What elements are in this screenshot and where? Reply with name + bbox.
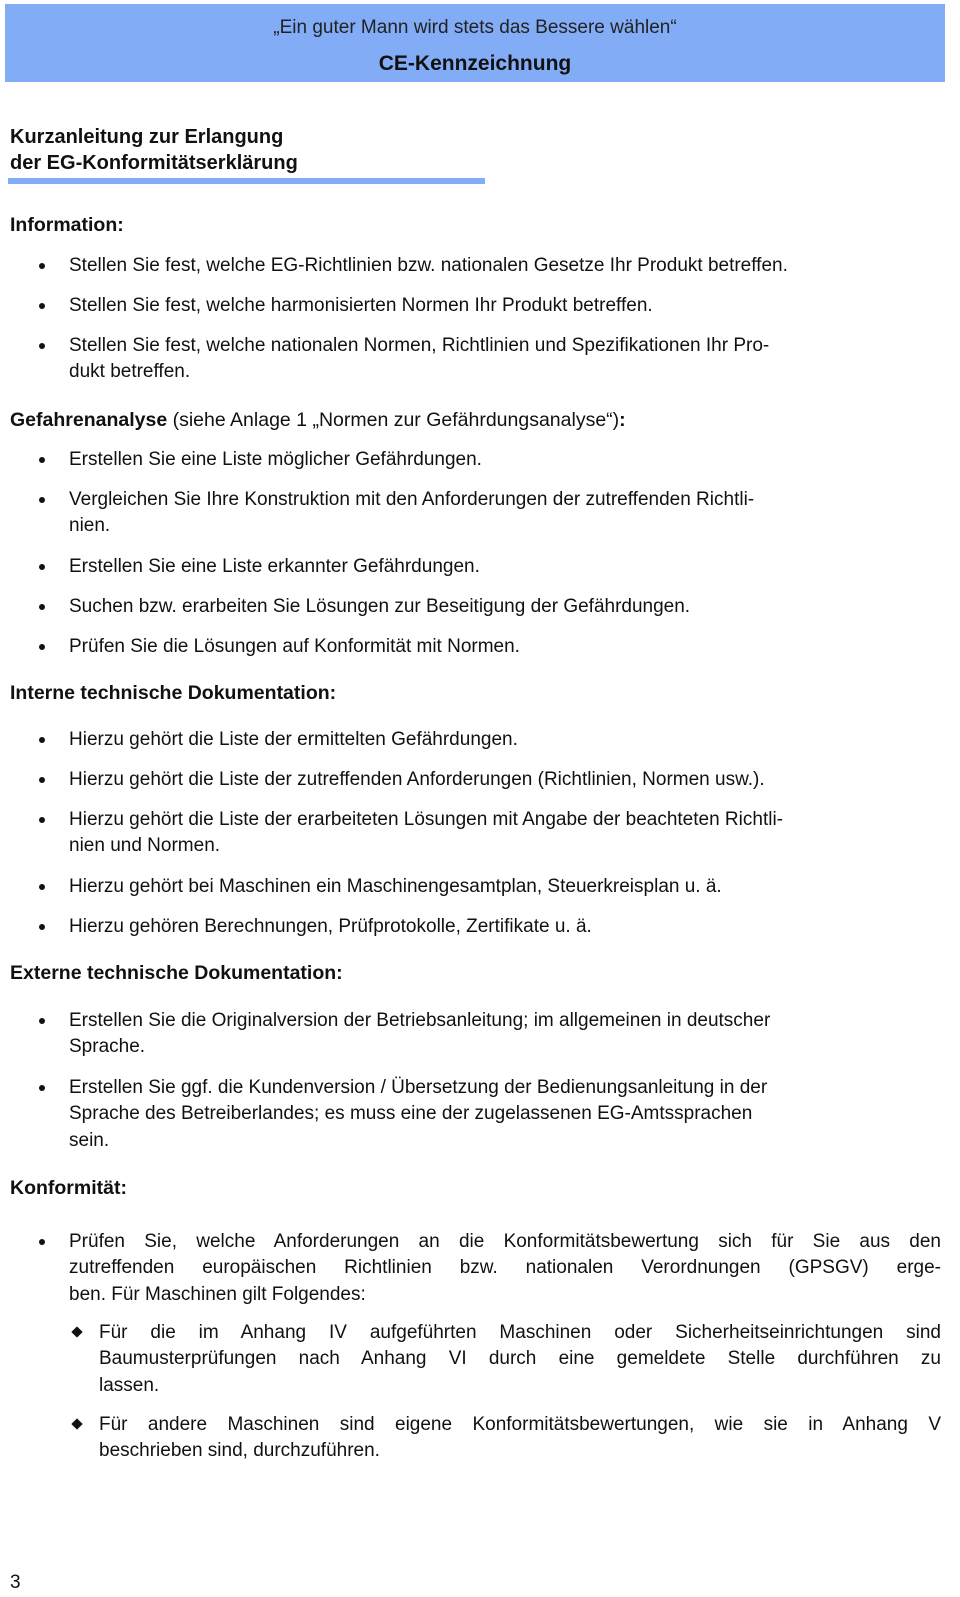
list-item-line: ben. Für Maschinen gilt Folgendes: bbox=[69, 1283, 366, 1305]
list-item-line: Sprache des Betreiberlandes; es muss eine der zugelassenen EG-Amtssprachen bbox=[69, 1103, 753, 1125]
list-item bbox=[69, 594, 941, 620]
section-heading-text: Interne technische Dokumentation: bbox=[10, 682, 337, 704]
list-item bbox=[69, 1008, 941, 1061]
section-heading-text: Information: bbox=[10, 214, 124, 236]
list-item-line: Vergleichen Sie Ihre Konstruktion mit den Anforderungen der zutreffenden Richtli- bbox=[69, 489, 755, 510]
list-item bbox=[69, 1229, 941, 1308]
list-item bbox=[69, 634, 941, 660]
section-heading-colon: : bbox=[619, 409, 626, 431]
bullet-icon bbox=[39, 604, 45, 610]
bullet-icon bbox=[39, 457, 45, 463]
diamond-bullet-icon bbox=[71, 1418, 82, 1429]
bullet-icon bbox=[39, 1018, 45, 1024]
list-item-line: sein. bbox=[69, 1129, 110, 1151]
bullet-icon bbox=[39, 817, 45, 823]
list-item-line: Sprache. bbox=[69, 1036, 146, 1058]
diamond-bullet-icon bbox=[71, 1326, 82, 1337]
list-item bbox=[69, 914, 941, 940]
list-item-line: Für die im Anhang IV aufgeführten Maschinen oder Sicherheitseinrichtungen sind bbox=[99, 1322, 941, 1343]
list-item bbox=[99, 1320, 941, 1399]
section-heading bbox=[10, 407, 626, 433]
list-item-line: Für andere Maschinen sind eigene Konformitätsbewertungen, wie sie in Anhang V bbox=[99, 1414, 941, 1435]
section-heading-note: (siehe Anlage 1 „Normen zur Gefährdungsanalyse“) bbox=[172, 409, 620, 431]
list-item-line: beschrieben sind, durchzuführen. bbox=[99, 1440, 380, 1462]
bullet-icon bbox=[39, 303, 45, 309]
header-quote: „Ein guter Mann wird stets das Bessere wählen“ bbox=[273, 17, 677, 38]
page-number: 3 bbox=[10, 1572, 21, 1593]
section-heading bbox=[10, 1175, 127, 1201]
list-item-line: Hierzu gehört die Liste der erarbeiteten Lösungen mit Angabe der beachteten Richtli- bbox=[69, 809, 783, 830]
list-item-line: Erstellen Sie eine Liste erkannter Gefährdungen. bbox=[69, 556, 480, 577]
list-item-line: Hierzu gehören Berechnungen, Prüfprotokolle, Zertifikate u. ä. bbox=[69, 916, 592, 937]
list-item-line: Hierzu gehört die Liste der zutreffenden Anforderungen (Richtlinien, Normen usw.). bbox=[69, 769, 765, 790]
bullet-icon bbox=[39, 564, 45, 570]
section-heading-text: Externe technische Dokumentation: bbox=[10, 962, 343, 984]
list-item-line: Erstellen Sie eine Liste möglicher Gefährdungen. bbox=[69, 449, 482, 470]
header-banner bbox=[5, 4, 945, 82]
bullet-icon bbox=[39, 1085, 45, 1091]
bullet-icon bbox=[39, 1239, 45, 1245]
list-item-line: Hierzu gehört die Liste der ermittelten Gefährdungen. bbox=[69, 729, 518, 750]
list-item-line: Baumusterprüfungen nach Anhang VI durch eine gemeldete Stelle durchführen zu bbox=[99, 1348, 941, 1370]
list-item bbox=[69, 767, 941, 793]
bullet-icon bbox=[39, 924, 45, 930]
bullet-icon bbox=[39, 497, 45, 503]
list-item bbox=[69, 447, 941, 473]
list-item-line: zutreffenden europäischen Richtlinien bzw. nationalen Verordnungen (GPSGV) erge- bbox=[69, 1257, 941, 1279]
list-item bbox=[69, 333, 941, 386]
list-item-line: Prüfen Sie, welche Anforderungen an die Konformitätsbewertung sich für Sie aus den bbox=[69, 1231, 941, 1252]
list-item-line: dukt betreffen. bbox=[69, 361, 191, 383]
list-item-line: Erstellen Sie ggf. die Kundenversion / Übersetzung der Bedienungsanleitung in der bbox=[69, 1077, 768, 1098]
list-item bbox=[69, 487, 941, 540]
section-heading bbox=[10, 212, 124, 238]
bullet-icon bbox=[39, 737, 45, 743]
list-item-line: Stellen Sie fest, welche nationalen Normen, Richtlinien und Spezifikationen Ihr Pro- bbox=[69, 335, 770, 356]
list-item bbox=[69, 874, 941, 900]
list-item-line: nien. bbox=[69, 515, 111, 537]
bullet-icon bbox=[39, 884, 45, 890]
document-title bbox=[10, 124, 298, 176]
section-heading bbox=[10, 960, 343, 986]
list-item-line: nien und Normen. bbox=[69, 835, 221, 857]
bullet-icon bbox=[39, 263, 45, 269]
bullet-icon bbox=[39, 343, 45, 349]
list-item-line: Stellen Sie fest, welche EG-Richtlinien bzw. nationalen Gesetze Ihr Produkt betreffen. bbox=[69, 255, 788, 276]
list-item-line: lassen. bbox=[99, 1374, 160, 1396]
section-heading bbox=[10, 680, 336, 706]
list-item-line: Suchen bzw. erarbeiten Sie Lösungen zur Beseitigung der Gefährdungen. bbox=[69, 596, 691, 617]
list-item bbox=[99, 1412, 941, 1465]
list-item-line: Hierzu gehört bei Maschinen ein Maschinengesamtplan, Steuerkreisplan u. ä. bbox=[69, 876, 722, 897]
bullet-icon bbox=[39, 777, 45, 783]
list-item bbox=[69, 554, 941, 580]
bullet-icon bbox=[39, 644, 45, 650]
document-title-line: der EG-Konformitätserklärung bbox=[10, 152, 298, 174]
document-title-line: Kurzanleitung zur Erlangung bbox=[10, 126, 284, 148]
section-heading-text: Gefahrenanalyse bbox=[10, 409, 168, 431]
list-item-line: Stellen Sie fest, welche harmonisierten Normen Ihr Produkt betreffen. bbox=[69, 295, 653, 316]
header-title: CE-Kennzeichnung bbox=[378, 52, 572, 75]
list-item-line: Erstellen Sie die Originalversion der Betriebsanleitung; im allgemeinen in deutscher bbox=[69, 1010, 771, 1031]
title-underline bbox=[8, 178, 485, 184]
list-item bbox=[69, 1075, 941, 1154]
list-item bbox=[69, 293, 941, 319]
section-heading-text: Konformität: bbox=[10, 1177, 127, 1199]
list-item bbox=[69, 253, 941, 279]
list-item bbox=[69, 807, 941, 860]
list-item bbox=[69, 727, 941, 753]
list-item-line: Prüfen Sie die Lösungen auf Konformität mit Normen. bbox=[69, 636, 520, 657]
